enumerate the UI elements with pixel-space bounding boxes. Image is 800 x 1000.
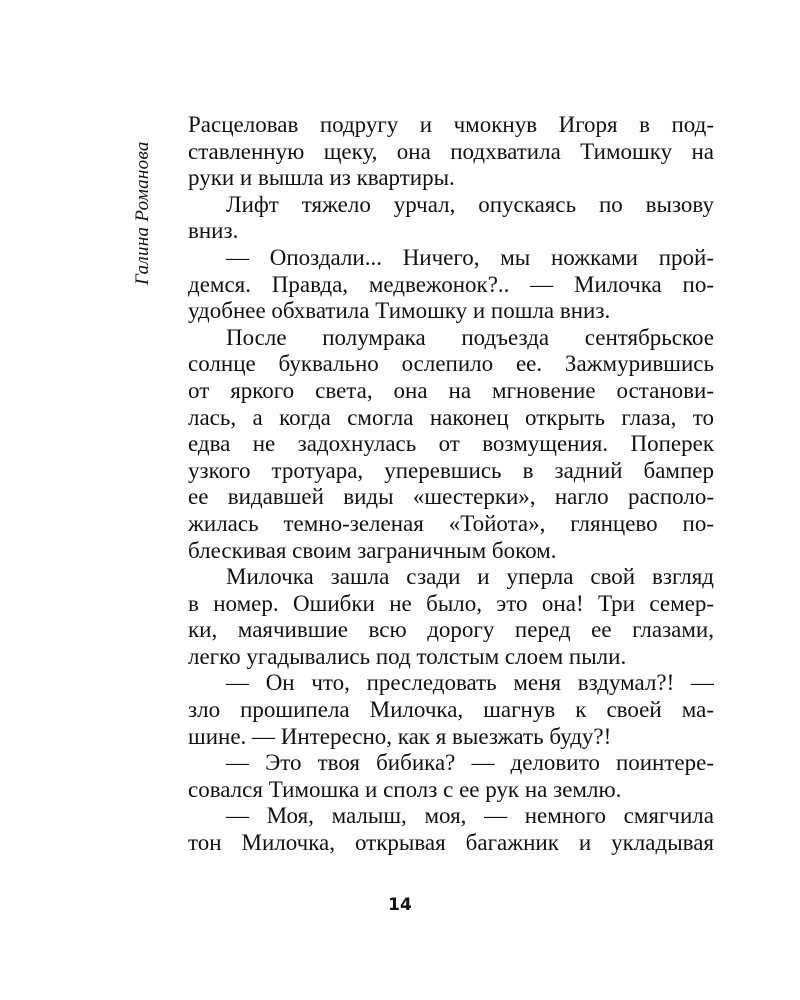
text-line: легко угадывались под толстым слоем пыли. <box>188 643 627 669</box>
text-line: удобнее обхватила Тимошку и пошла вниз. <box>188 298 611 324</box>
text-line: едва не задохнулась от возмущения. Поперек <box>188 431 714 457</box>
text-line: демся. Правда, медвежонок?.. — Милочка по- <box>188 271 714 297</box>
text-line: ее видавшей виды «шестерки», нагло располо- <box>188 484 714 510</box>
body-text <box>188 112 714 872</box>
text-line: шине. — Интересно, как я выезжать буду?! <box>188 723 612 749</box>
text-line: жилась темно-зеленая «Тойота», глянцево по- <box>188 510 714 536</box>
running-head-author: Галина Романова <box>132 141 153 285</box>
text-line: блескивая своим заграничным боком. <box>188 537 557 563</box>
text-line: ставленную щеку, она подхватила Тимошку на <box>188 138 714 164</box>
text-line: тон Милочка, открывая багажник и укладывая <box>188 830 714 856</box>
text-line: вниз. <box>188 218 239 244</box>
text-line: — Это твоя бибика? — деловито поинтере- <box>226 750 714 776</box>
text-line: лась, а когда смогла наконец открыть глаза, то <box>188 404 714 430</box>
text-line: совался Тимошка и сполз с ее рук на землю. <box>188 776 622 802</box>
text-line: — Моя, малыш, моя, — немного смягчила <box>226 803 714 829</box>
text-line: в номер. Ошибки не было, это она! Три семер- <box>188 590 714 616</box>
text-line: руки и вышла из квартиры. <box>188 165 455 191</box>
text-line: от яркого света, она на мгновение останови- <box>188 377 714 403</box>
text-line: После полумрака подъезда сентябрьское <box>226 324 714 350</box>
text-line: — Он что, преследовать меня вздумал?! — <box>226 670 714 696</box>
text-line: узкого тротуара, уперевшись в задний бампер <box>188 457 714 483</box>
text-line: — Опоздали... Ничего, мы ножками прой- <box>226 244 714 270</box>
text-line: солнце буквально ослепило ее. Зажмурившись <box>188 351 714 377</box>
text-line: Милочка зашла сзади и уперла свой взгляд <box>226 564 714 590</box>
text-line: Лифт тяжело урчал, опускаясь по вызову <box>226 191 714 217</box>
page-number: 14 <box>388 895 412 915</box>
text-line: Расцеловав подругу и чмокнув Игоря в под- <box>188 112 714 137</box>
text-line: зло прошипела Милочка, шагнув к своей ма- <box>188 697 714 723</box>
text-line: ки, маячившие всю дорогу перед ее глазами, <box>188 617 714 643</box>
